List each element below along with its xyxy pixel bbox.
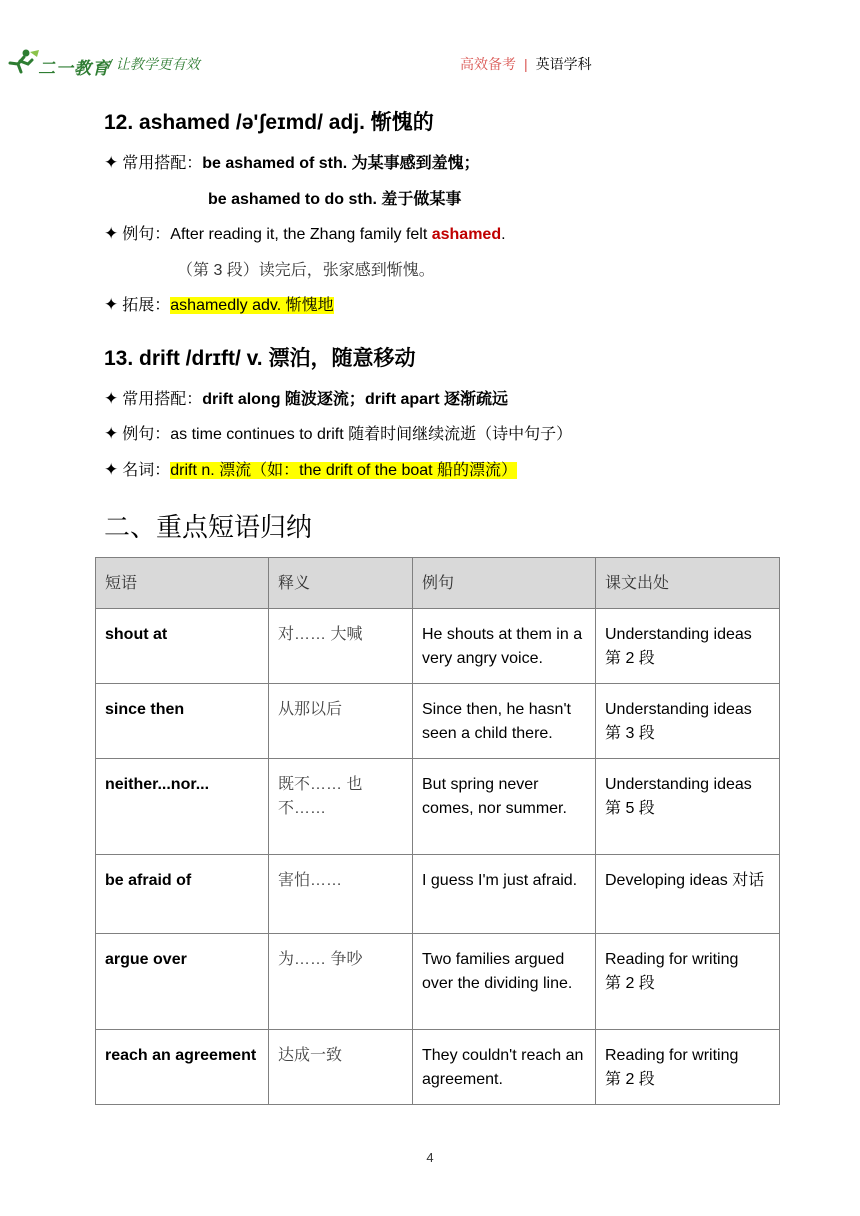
phrase-cell: neither...nor... — [96, 759, 269, 855]
brand-logo — [6, 48, 116, 76]
vocab-12-example — [104, 221, 506, 244]
example-cell: He shouts at them in a very angry voice. — [413, 609, 596, 684]
table-row — [96, 934, 780, 1030]
page-number: 4 — [426, 1150, 434, 1165]
logo-text: 二一教育 — [38, 59, 110, 78]
collocation-label: 常用搭配： — [122, 155, 203, 172]
vocab-12-translation: （第 3 段）读完后，张家感到惭愧。 — [177, 262, 435, 279]
meaning-cell: 害怕…… — [269, 855, 413, 934]
phrase-cell: be afraid of — [96, 855, 269, 934]
extension-label: 拓展： — [122, 297, 171, 314]
source-paragraph: 第 2 段 — [605, 1071, 655, 1088]
star-icon: ✦ — [104, 424, 119, 443]
source-cell — [596, 684, 780, 759]
vocab-12-collocation-2: be ashamed to do sth. 羞于做某事 — [208, 191, 462, 208]
example-label: 例句： — [122, 426, 171, 443]
source-cell — [596, 855, 780, 934]
example-cell: I guess I'm just afraid. — [413, 855, 596, 934]
vocab-13-collocation — [104, 386, 508, 409]
meaning-cell: 对…… 大喊 — [269, 609, 413, 684]
meaning-cell: 为…… 争吵 — [269, 934, 413, 1030]
source-cell — [596, 759, 780, 855]
header-label-prep: 高效备考 — [460, 56, 516, 72]
example-cell: They couldn't reach an agreement. — [413, 1030, 596, 1105]
star-icon: ✦ — [104, 295, 119, 314]
table-row — [96, 684, 780, 759]
star-icon: ✦ — [104, 460, 119, 479]
collocation-1: be ashamed of sth. 为某事感到羞愧； — [202, 155, 480, 172]
source-paragraph: 第 2 段 — [605, 975, 655, 992]
phrase-cell: since then — [96, 684, 269, 759]
vocab-13-noun — [104, 457, 517, 480]
source-cell — [596, 1030, 780, 1105]
phrase-cell: shout at — [96, 609, 269, 684]
source-title: Understanding ideas — [605, 776, 752, 793]
collocation-2: drift apart 逐渐疏远 — [364, 391, 509, 408]
phrase-cell: reach an agreement — [96, 1030, 269, 1105]
runner-icon — [6, 48, 40, 76]
header-phrase: 短语 — [96, 558, 269, 609]
section-title: 二、重点短语归纳 — [104, 512, 313, 542]
example-keyword: ashamed — [431, 226, 502, 243]
vocab-12-extension — [104, 292, 334, 315]
meaning-cell: 既不…… 也不…… — [269, 759, 413, 855]
example-text: After reading it, the Zhang family felt — [170, 226, 432, 243]
example-text: as time continues to drift 随着时间继续流逝（诗中句子） — [170, 426, 573, 443]
vocab-12-title: 12. ashamed /ə'ʃeɪmd/ adj. 惭愧的 — [104, 111, 434, 134]
vocab-12-collocation — [104, 150, 480, 173]
source-cell — [596, 609, 780, 684]
table-row — [96, 609, 780, 684]
vocab-13-title: 13. drift /drɪft/ v. 漂泊，随意移动 — [104, 347, 416, 370]
table-row — [96, 759, 780, 855]
slogan: / 让教学更有效 — [108, 56, 200, 72]
source-cell — [596, 934, 780, 1030]
table-row — [96, 1030, 780, 1105]
example-cell: Since then, he hasn't seen a child there. — [413, 684, 596, 759]
vocab-13-example — [104, 421, 572, 444]
source-paragraph: 第 2 段 — [605, 650, 655, 667]
source-title: Understanding ideas — [605, 701, 752, 718]
collocation-1: drift along 随波逐流； — [202, 391, 365, 408]
header-example: 例句 — [413, 558, 596, 609]
example-cell: Two families argued over the dividing line. — [413, 934, 596, 1030]
example-end: . — [501, 226, 506, 243]
header-separator: | — [524, 56, 528, 72]
header-label-subject: 英语学科 — [535, 56, 592, 72]
meaning-cell: 达成一致 — [269, 1030, 413, 1105]
noun-text: drift n. 漂流（如：the drift of the boat 船的漂流） — [170, 462, 518, 479]
meaning-cell: 从那以后 — [269, 684, 413, 759]
source-paragraph: 第 5 段 — [605, 800, 655, 817]
header-meaning: 释义 — [269, 558, 413, 609]
noun-label: 名词： — [122, 462, 171, 479]
collocation-label: 常用搭配： — [122, 391, 203, 408]
header-subject — [460, 54, 592, 74]
table-header-row — [96, 558, 780, 609]
source-title: Reading for writing — [605, 951, 739, 968]
phrase-cell: argue over — [96, 934, 269, 1030]
star-icon: ✦ — [104, 389, 119, 408]
phrases-table — [95, 557, 780, 1105]
extension-text: ashamedly adv. 惭愧地 — [170, 297, 334, 314]
source-paragraph: 第 3 段 — [605, 725, 655, 742]
page-header — [0, 42, 860, 82]
star-icon: ✦ — [104, 224, 119, 243]
source-title: Reading for writing — [605, 1047, 739, 1064]
example-label: 例句： — [122, 226, 171, 243]
table-row — [96, 855, 780, 934]
star-icon: ✦ — [104, 153, 119, 172]
example-cell: But spring never comes, nor summer. — [413, 759, 596, 855]
source-title: Developing ideas 对话 — [605, 872, 765, 889]
source-title: Understanding ideas — [605, 626, 752, 643]
header-source: 课文出处 — [596, 558, 780, 609]
